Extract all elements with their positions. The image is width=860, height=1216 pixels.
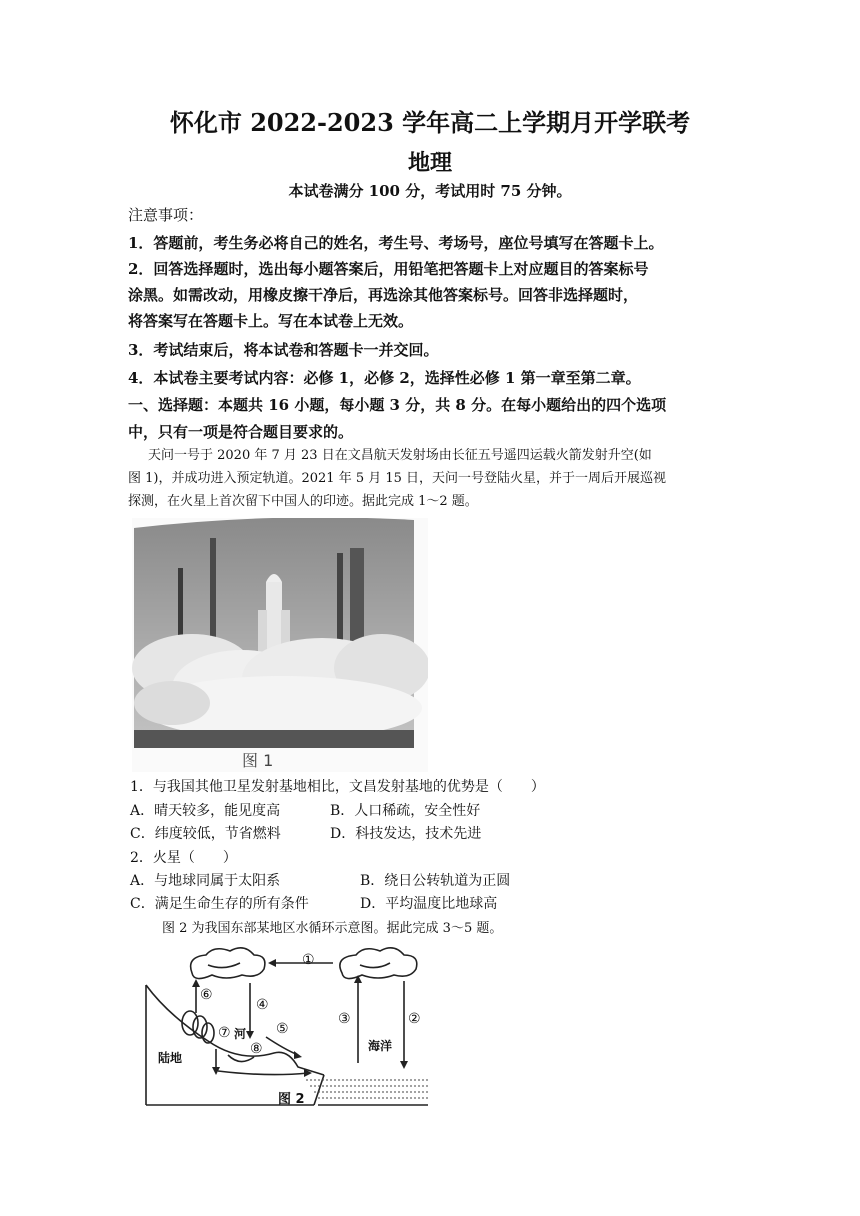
notice-item-2-line-3: 将答案写在答题卡上。写在本试卷上无效。 xyxy=(128,312,414,330)
land-label: 陆地 xyxy=(158,1051,183,1065)
question-2-option-a: A．与地球同属于太阳系 xyxy=(130,873,281,889)
section-heading-line-1: 一、选择题：本题共 16 小题，每小题 3 分，共 8 分。在每小题给出的四个选项 xyxy=(128,396,667,414)
question-1-option-c: C．纬度较低，节省燃料 xyxy=(130,826,281,842)
passage-2: 图 2 为我国东部某地区水循环示意图。据此完成 3～5 题。 xyxy=(162,921,503,936)
rocket-launch-photo xyxy=(132,518,428,772)
figure-2-caption: 图 2 xyxy=(278,1092,305,1107)
label-3: ③ xyxy=(338,1011,351,1027)
question-2-option-b: B．绕日公转轨道为正圆 xyxy=(360,873,511,889)
label-2: ② xyxy=(408,1011,421,1027)
ocean-label: 海洋 xyxy=(368,1039,393,1053)
notice-heading: 注意事项： xyxy=(128,206,204,224)
passage-1-line-1: 天问一号于 2020 年 7 月 23 日在文昌航天发射场由长征五号遥四运载火箭发射升空(如 xyxy=(148,448,652,463)
question-1-option-a: A．晴天较多，能见度高 xyxy=(130,803,281,819)
label-5: ⑤ xyxy=(276,1021,289,1037)
water-cycle-diagram xyxy=(128,945,448,1110)
exam-info: 本试卷满分 100 分，考试用时 75 分钟。 xyxy=(288,182,572,200)
notice-item-2-line-2: 涂黑。如需改动，用橡皮擦干净后，再选涂其他答案标号。回答非选择题时， xyxy=(128,286,639,304)
label-1: ① xyxy=(302,952,315,968)
question-1-option-b: B．人口稀疏，安全性好 xyxy=(330,803,481,819)
question-2-option-c: C．满足生命生存的所有条件 xyxy=(130,896,309,912)
notice-item-1: 1．答题前，考生务必将自己的姓名，考生号、考场号，座位号填写在答题卡上。 xyxy=(128,234,664,252)
exam-title: 怀化市 2022-2023 学年高二上学期月开学联考 xyxy=(169,108,691,137)
passage-1-line-3: 探测，在火星上首次留下中国人的印迹。据此完成 1～2 题。 xyxy=(128,494,478,509)
notice-item-3: 3．考试结束后，将本试卷和答题卡一并交回。 xyxy=(128,341,439,359)
section-heading-line-2: 中，只有一项是符合题目要求的。 xyxy=(128,423,354,441)
figure-1-caption: 图 1 xyxy=(242,751,274,770)
question-2-option-d: D．平均温度比地球高 xyxy=(360,896,498,912)
river-label: 河 xyxy=(234,1027,247,1041)
label-6: ⑥ xyxy=(200,987,213,1003)
label-4: ④ xyxy=(256,997,269,1013)
label-7: ⑦ xyxy=(218,1025,231,1041)
notice-item-4: 4．本试卷主要考试内容：必修 1，必修 2，选择性必修 1 第一章至第二章。 xyxy=(128,369,641,387)
label-8: ⑧ xyxy=(250,1041,263,1057)
question-2-stem: 2．火星（ ） xyxy=(130,850,237,866)
notice-item-2-line-1: 2．回答选择题时，选出每小题答案后，用铅笔把答题卡上对应题目的答案标号 xyxy=(128,260,649,278)
subject-title: 地理 xyxy=(407,150,452,176)
question-1-option-d: D．科技发达，技术先进 xyxy=(330,826,482,842)
question-1-stem: 1．与我国其他卫星发射基地相比，文昌发射基地的优势是（ ） xyxy=(130,779,545,795)
passage-1-line-2: 图 1)，并成功进入预定轨道。2021 年 5 月 15 日，天问一号登陆火星，并于一周后开展巡视 xyxy=(128,471,667,486)
